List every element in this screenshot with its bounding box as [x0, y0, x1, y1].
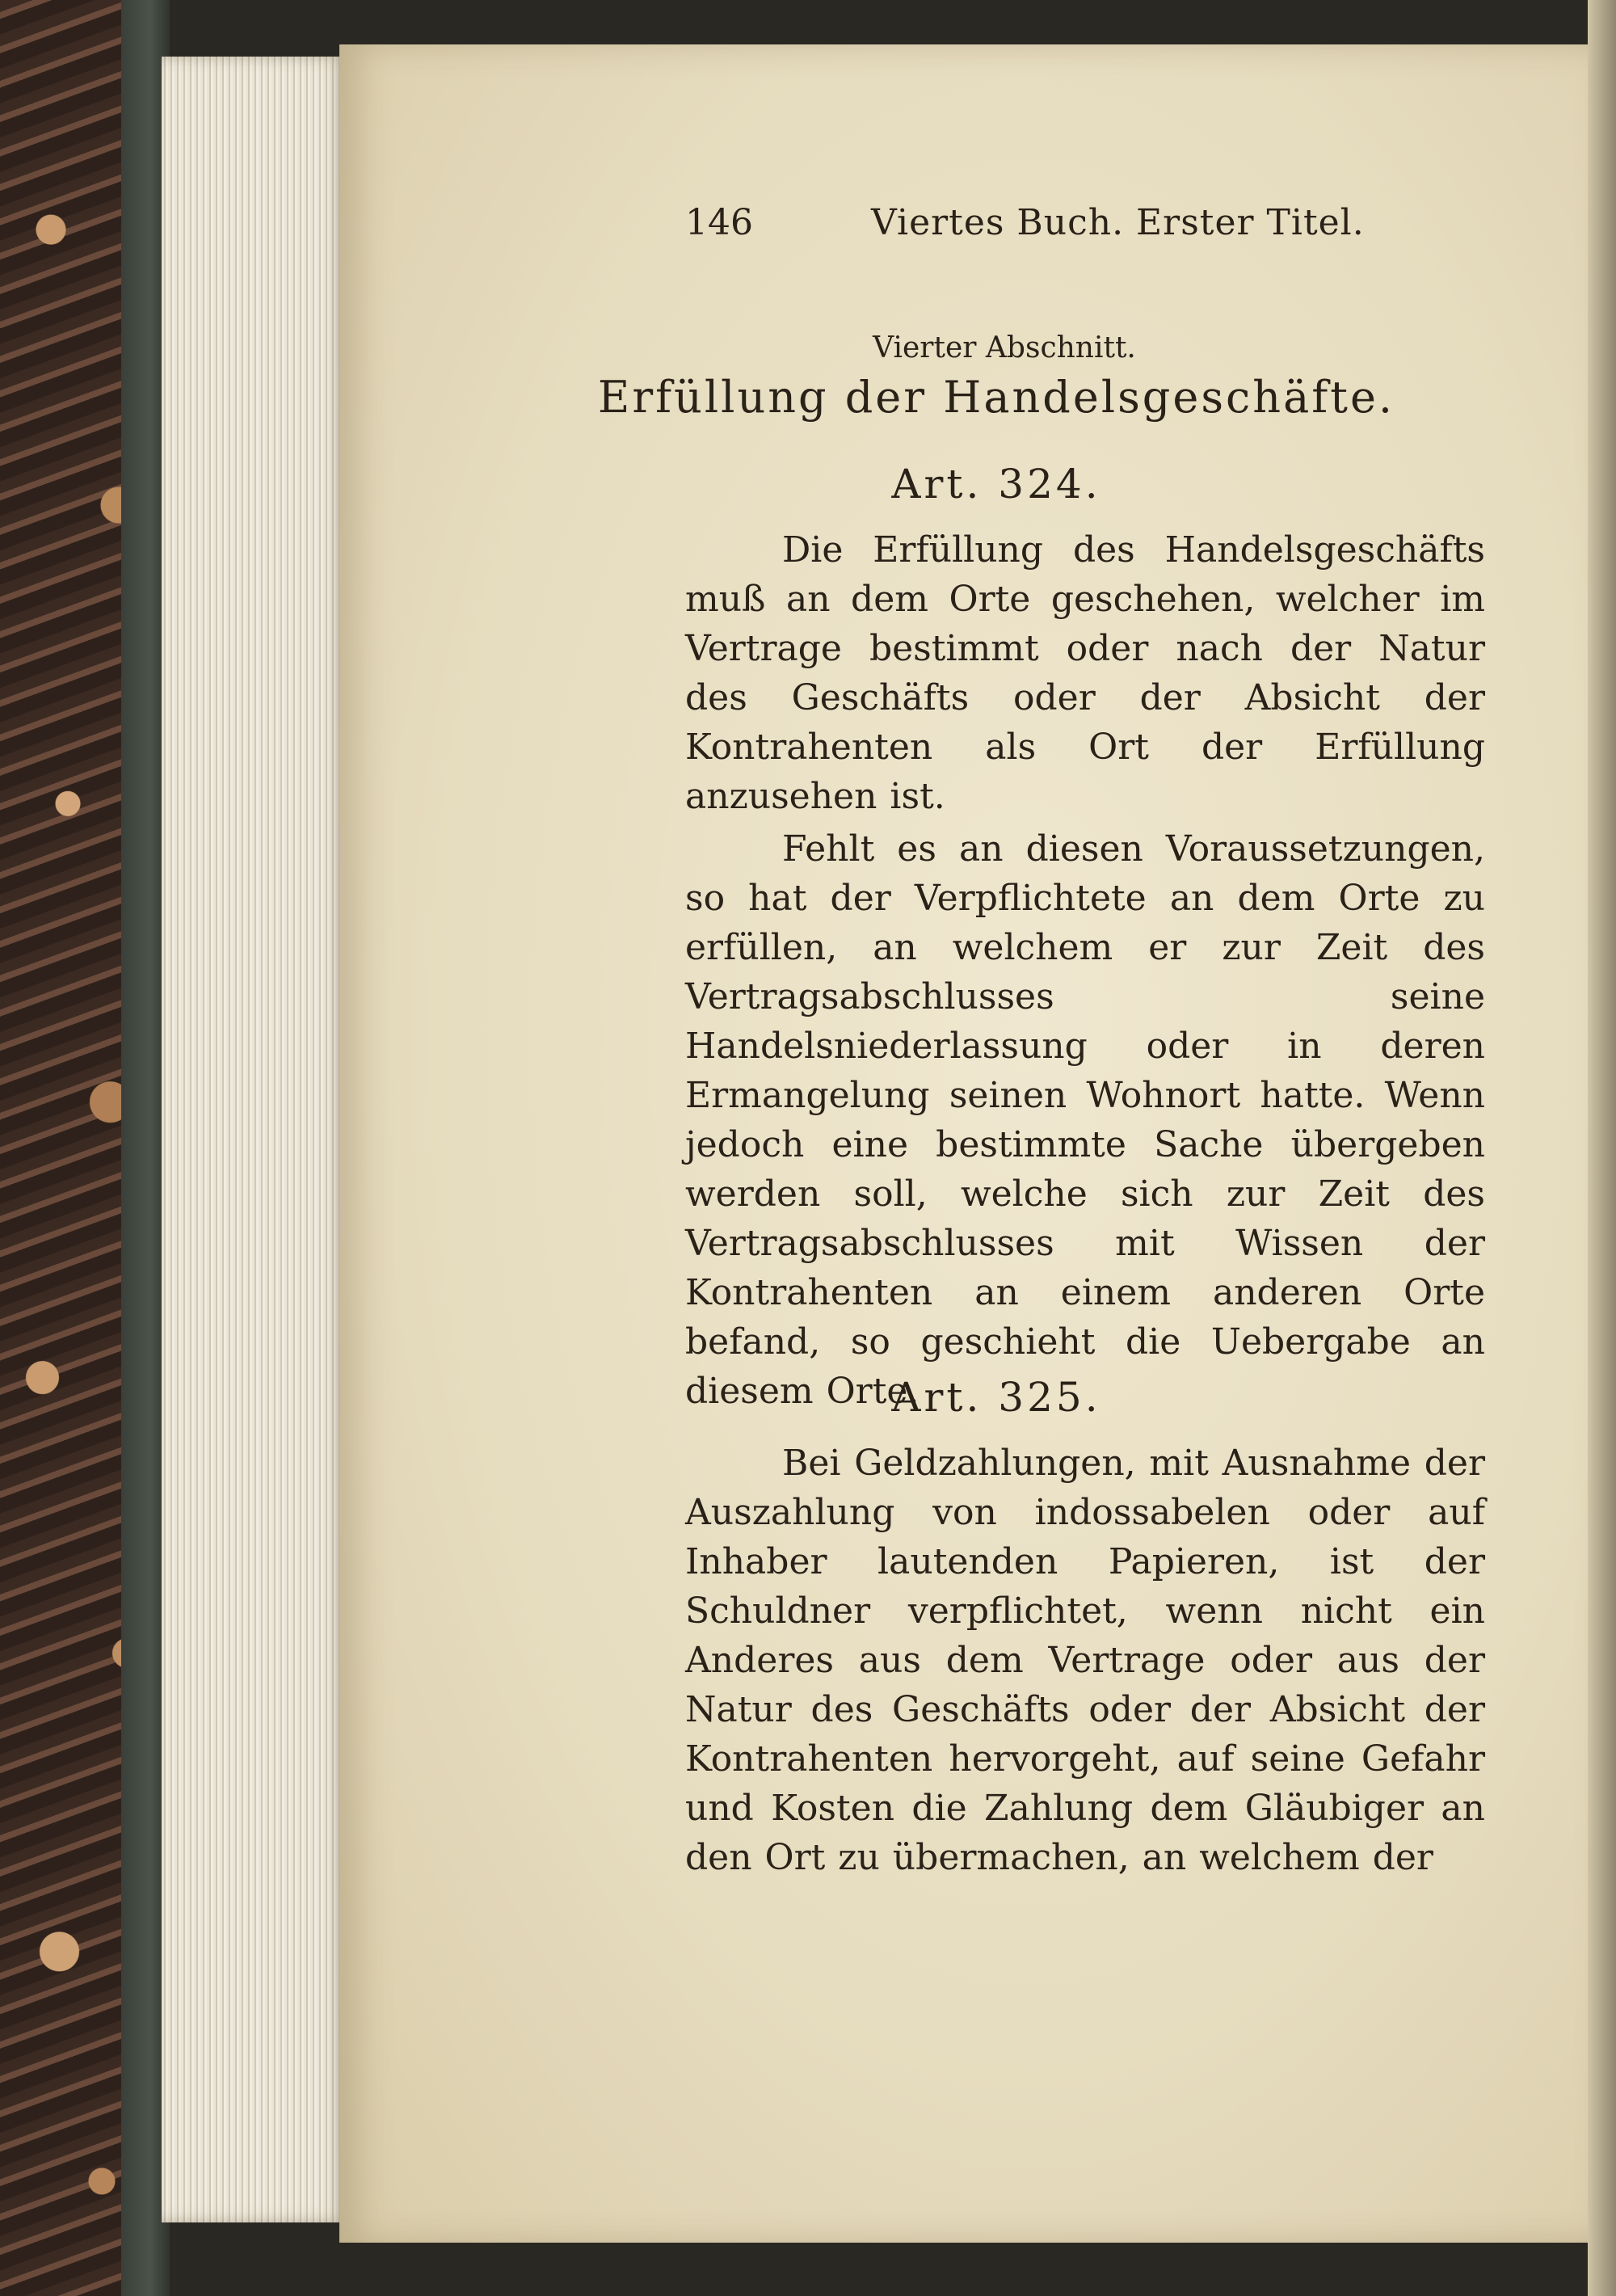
article-heading: Art. 325. [891, 1374, 1101, 1421]
article-heading: Art. 324. [891, 461, 1101, 508]
running-title: Viertes Buch. Erster Titel. [871, 202, 1365, 243]
page-number: 146 [685, 202, 753, 243]
section-title: Erfüllung der Handelsgeschäfte. [597, 372, 1395, 423]
page-edges [162, 57, 347, 2222]
article-paragraph: Die Erfüllung des Handelsgeschäfts muß an dem Orte geschehen, welcher im Vertrage bestimmt oder nach der Natur des Geschäfts oder der Absicht der Kontrahenten als Ort der Erfüllung anzusehen ist. [685, 529, 1485, 817]
facing-page-edge [1588, 0, 1616, 2296]
article-paragraph: Fehlt es an diesen Voraussetzungen, so hat der Verpflichtete an dem Orte zu erfüllen, an welchem er zur Zeit des Vertragsabschlusses seine Handelsniederlassung oder in deren Ermangelung seinen Wohnort hatte. Wenn jedoch eine bestimmte Sache übergeben werden soll, welche sich zur Zeit des Vertragsabschlusses mit Wissen der Kontrahenten an einem anderen Orte befand, so geschieht die Uebergabe an diesem Orte. [685, 828, 1485, 1412]
running-head [685, 202, 1396, 251]
article-paragraph: Bei Geldzahlungen, mit Ausnahme der Auszahlung von indossabelen oder auf Inhaber lautenden Papieren, ist der Schuldner verpflichtet, wenn nicht ein Anderes aus dem Vertrage oder aus der Natur des Geschäfts oder der Absicht der Kontrahenten hervorgeht, auf seine Gefahr und Kosten die Zahlung dem Gläubiger an den Ort zu übermachen, an welchem der [685, 1443, 1485, 1878]
section-label: Vierter Abschnitt. [873, 331, 1136, 364]
